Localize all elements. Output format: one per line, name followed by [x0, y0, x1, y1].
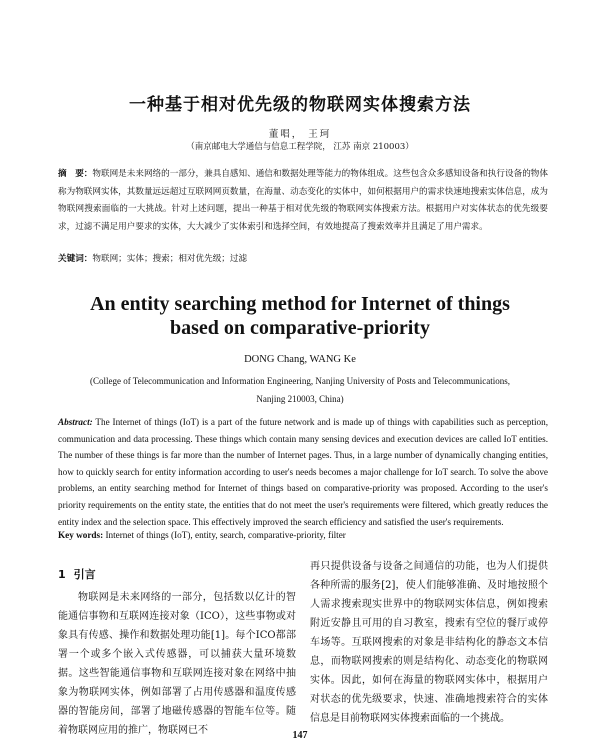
right-column	[310, 557, 548, 728]
english-abstract	[58, 414, 548, 530]
chinese-keywords-text: 物联网；实体；搜索；相对优先级；过滤	[92, 254, 248, 264]
chinese-abstract	[58, 166, 548, 236]
english-abstract-label: Abstract:	[58, 417, 93, 427]
chinese-abstract-text: 物联网是未来网络的一部分，兼具自感知、通信和数据处理等能力的物体组成。这些包含众多感知设备和执行设备的物体称为物联网实体，其数量远远超过互联网网页数量，在海量、动态变化的实体中，如何根据用户的需求快速地搜索实体信息，成为物联网搜索面临的一大挑战。针对上述问题，提出一种基于相对优先级的物联网实体搜索方法。根据用户对实体状态的优先级要求，过滤不满足用户要求的实体，大大减少了实体索引和选择空间，有效地提高了搜索效率并且满足了用户需求。	[58, 169, 548, 232]
section-number: 1	[58, 568, 66, 581]
english-title-line-1: An entity searching method for Internet of things	[90, 293, 510, 315]
english-abstract-text: The Internet of things (IoT) is a part of the future network and is made up of things with capabilities such as perception, communication and data processing. These things which contain many sensing devices and execution devices are called IoT entities. The number of these things is far more than the number of Internet pages. Thus, in a large number of dynamically changing entities, how to quickly search for entity information according to user's needs becomes a major challenge for IoT search. To solve the above problems, an entity searching method for Internet of things based on comparative-priority was proposed. According to the user's priority requirements on the entity state, the entities that do not meet the user's requirements were filtered, which greatly reduces the entity index and the selection space. This effectively improved the search efficiency and satisfied the user's requirements.	[58, 417, 548, 527]
chinese-keywords-label: 关键词：	[58, 254, 93, 264]
english-keywords-text: Internet of things (IoT), entity, search, comparative-priority, filter	[105, 530, 346, 540]
english-authors: DONG Chang, WANG Ke	[244, 354, 356, 365]
page-number: 147	[292, 730, 308, 741]
chinese-affiliation: （南京邮电大学通信与信息工程学院， 江苏 南京 210003）	[186, 142, 414, 152]
english-title	[0, 292, 600, 340]
section-heading	[58, 566, 296, 582]
english-title-line-2: based on comparative-priority	[170, 317, 430, 339]
left-column	[58, 566, 296, 740]
english-keywords	[58, 529, 548, 541]
english-keywords-label: Key words:	[58, 530, 104, 540]
intro-paragraph-left: 物联网是未来网络的一部分，包括数以亿计的智能通信事物和互联网连接对象（ICO），这些事物或对象具有传感、操作和数据处理功能[1]。每个ICO都部署一个或多个嵌入式传感器，可以捕获大量环境数据。这些智能通信事物和互联网连接对象在网络中抽象为物联网实体，例如部署了占用传感器和温度传感器的智能房间，部署了地磁传感器的智能车位等。随着物联网应用的推广，物联网已不	[58, 592, 296, 736]
intro-paragraph-right: 再只提供设备与设备之间通信的功能，也为人们提供各种所需的服务[2]，使人们能够准确、及时地按照个人需求搜索现实世界中的物联网实体信息，例如搜索附近安静且可用的自习教室，搜索有空位的餐厅或停车场等。互联网搜索的对象是非结构化的静态文本信息，而物联网搜索的则是结构化、动态变化的物联网实体。因此，如何在海量的物联网实体中，根据用户对状态的优先级要求，快速、准确地搜索符合的实体信息是目前物联网实体搜索面临的一个挑战。	[310, 561, 548, 724]
chinese-abstract-label: 摘 要：	[58, 169, 93, 179]
chinese-keywords	[58, 252, 548, 266]
chinese-title: 一种基于相对优先级的物联网实体搜索方法	[129, 95, 471, 115]
english-affiliation: (College of Telecommunication and Information Engineering, Nanjing University of Posts and Telecommunications, Nanjing 210003, China)	[89, 376, 511, 404]
section-title: 引言	[73, 568, 96, 581]
chinese-authors: 董唱， 王珂	[268, 129, 332, 140]
